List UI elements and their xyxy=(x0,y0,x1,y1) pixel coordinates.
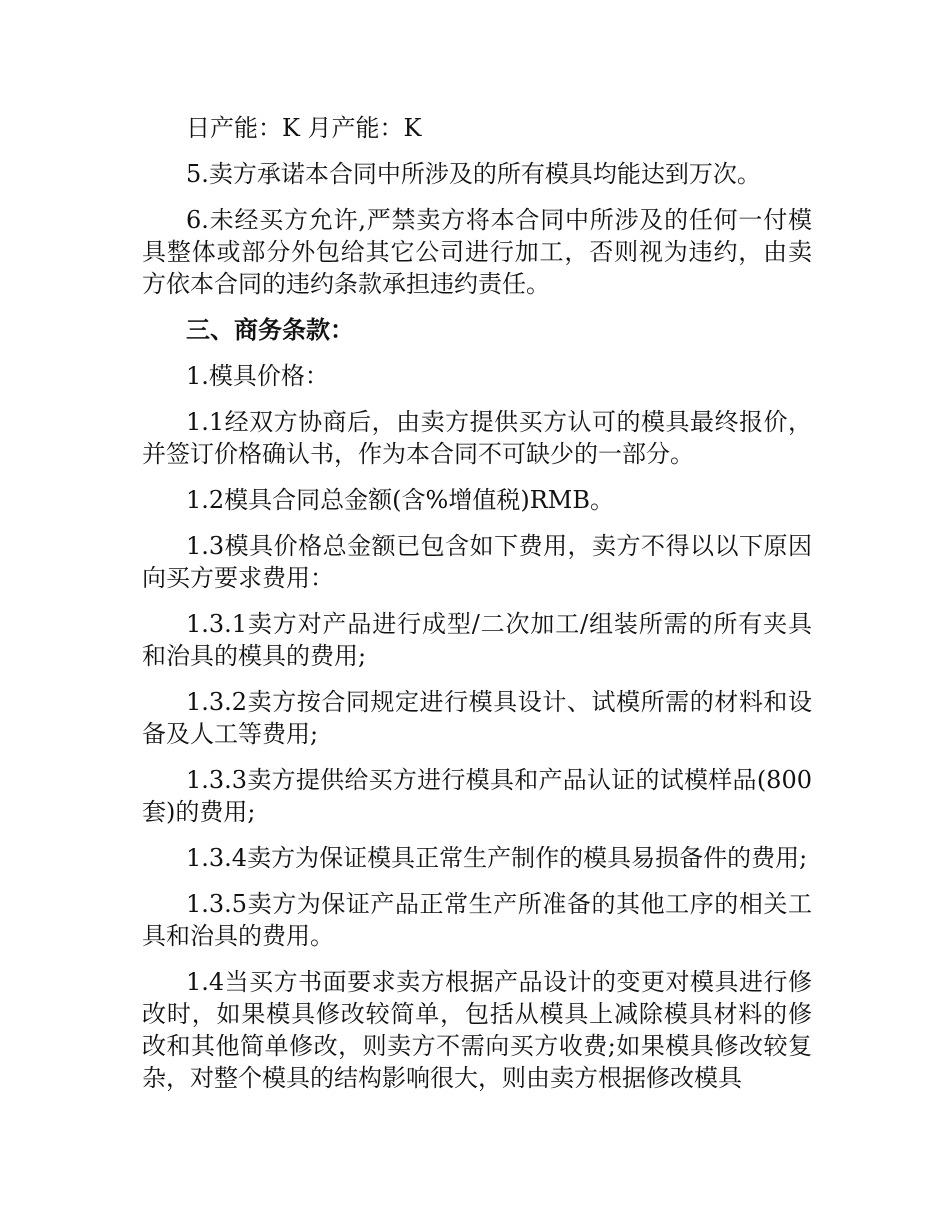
clause-1-3-4: 1.3.4卖方为保证模具正常生产制作的模具易损备件的费用; xyxy=(186,844,808,872)
clause-1-4: 1.4当买方书面要求卖方根据产品设计的变更对模具进行修改时，如果模具修改较简单，包括从模具上减除模具材料的修改和其他简单修改，则卖方不需向买方收费;如果模具修改较复杂，对整个模具的结构影响很大，则由卖方根据修改模具 xyxy=(142,968,812,1092)
clause-1-1: 1.1经双方协商后，由卖方提供买方认可的模具最终报价，并签订价格确认书，作为本合同不可缺少的一部分。 xyxy=(142,408,812,468)
clause-5: 5.卖方承诺本合同中所涉及的所有模具均能达到万次。 xyxy=(186,160,761,188)
clause-1-3-1: 1.3.1卖方对产品进行成型/二次加工/组装所需的所有夹具和治具的模具的费用; xyxy=(142,610,812,670)
document-body xyxy=(142,112,812,1108)
clause-1-3-5: 1.3.5卖方为保证产品正常生产所准备的其他工序的相关工具和治具的费用。 xyxy=(142,890,812,950)
clause-1-mold-price: 1.模具价格： xyxy=(186,362,329,390)
section-heading-commercial-terms: 三、商务条款： xyxy=(186,316,354,344)
clause-1-3: 1.3模具价格总金额已包含如下费用，卖方不得以以下原因向买方要求费用： xyxy=(142,532,812,592)
clause-6: 6.未经买方允许,严禁卖方将本合同中所涉及的任何一付模具整体或部分外包给其它公司进行加工，否则视为违约，由卖方依本合同的违约条款承担违约责任。 xyxy=(142,206,812,298)
clause-1-3-3: 1.3.3卖方提供给买方进行模具和产品认证的试模样品(800套)的费用; xyxy=(142,766,812,826)
clause-1-2: 1.2模具合同总金额(含%增值税)RMB。 xyxy=(186,486,614,514)
clause-1-3-2: 1.3.2卖方按合同规定进行模具设计、试模所需的材料和设备及人工等费用; xyxy=(142,688,812,748)
capacity-line: 日产能：K 月产能：K xyxy=(186,114,422,142)
